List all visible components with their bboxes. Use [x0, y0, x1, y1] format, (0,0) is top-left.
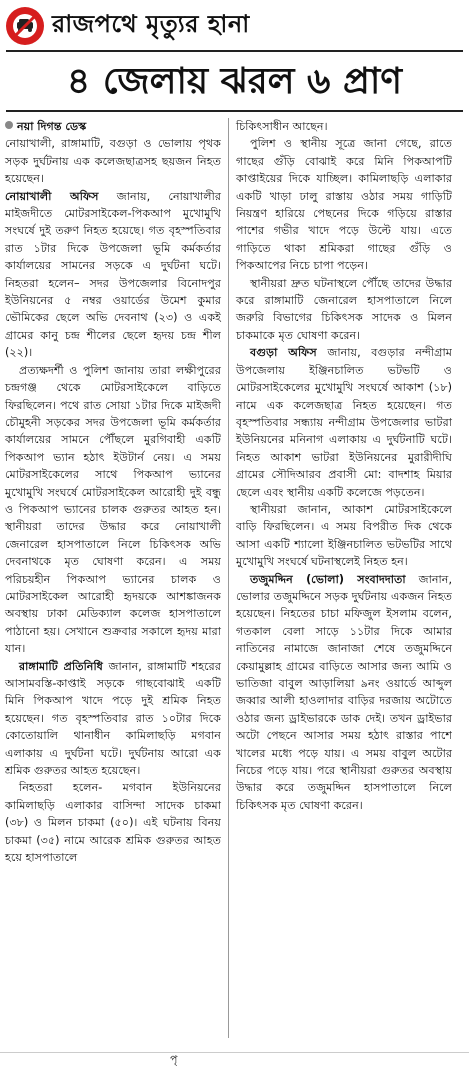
continued-paragraph: চিকিৎসাধীন আছেন। [236, 120, 328, 133]
intro-paragraph: নোয়াখালী, রাঙ্গামাটি, বগুড়া ও ভোলায় পৃথক সড়ক দুর্ঘটনায় এক কলেজছাত্রসহ ছয়জন নিহত হয়েছেন। [5, 137, 221, 186]
dateline-noakhali: নোয়াখালী অফিস [5, 189, 99, 203]
rangamati-paragraph-3: পুলিশ ও স্থানীয় সূত্রে জানা গেছে, রাতে গাছের গুঁড়ি বোঝাই করে মিনি পিকআপটি কাপ্তাইয়ের দিকে যাচ্ছিল। কামিলাছড়ি এলাকার একটি খাড়া ঢালু রাস্তায় ওঠার সময় গাড়িটি নিয়ন্ত্রণ হারিয়ে পেছনের দিকে গড়িয়ে রাস্তার পাশের গভীর খাদে পড়ে উল্টে যায়। এতে গাড়িতে থাকা শ্রমিকরা গাছের গুঁড়ি ও পিকআপের নিচে চাপা পড়েন। [236, 137, 452, 273]
dateline-bhola: তজুমদ্দিন (ভোলা) সংবাদদাতা [250, 572, 406, 586]
no-entry-car-icon [6, 7, 44, 45]
section-title: রাজপথে মৃত্যুর হানা [52, 10, 250, 38]
headline: ৪ জেলায় ঝরল ৬ প্রাণ [66, 61, 403, 102]
section-banner [6, 6, 446, 46]
bullet-icon [5, 121, 13, 129]
noakhali-paragraph-2: প্রত্যক্ষদর্শী ও পুলিশ জানায় তারা লক্ষীপুরের চন্দ্রগঞ্জ থেকে মোটরসাইকেলে বাড়িতে ফিরছিলেন। পথে রাত সোয়া ১টার দিকে মাইজদী চৌমুহনী সড়কের সদর উপজেলা ভূমি কর্মকর্তার কার্যালয়ের সামনে পৌঁছলে মুরগিবাহী একটি পিকআপ ভ্যান হঠাৎ ইউটার্ন নেয়। এ সময় মোটরসাইকেলের সাথে পিকআপ ভ্যানের মুখোমুখি সংঘর্ষে মোটরসাইকেল আরোহী দুই বন্ধু ও পিকআপ ভ্যানের চালক গুরুতর আহত হন। স্থানীয়রা তাদের উদ্ধার করে নোয়াখালী জেনারেল হাসপাতালে নিলে চিকিৎসক অভি দেবনাথকে মৃত ঘোষণা করেন। এ সময় পরিচয়হীন পিকআপ ভ্যানের চালক ও মোটরসাইকেল আরোহী হৃদয়কে আশঙ্কাজনক অবস্থায় ঢাকা মেডিক্যাল কলেজ হাসপাতালে পাঠানো হয়। সেখানে শুক্রবার সকালে হৃদয় মারা যান। [5, 363, 221, 656]
bogura-paragraph-2: স্থানীয়রা জানান, আকাশ মোটরসাইকেলে বাড়ি ফিরছিলেন। এ সময় বিপরীত দিক থেকে আসা একটি শ্যালো ইঞ্জিনচালিত ভটভটির সাথে মুখোমুখি সংঘর্ষে ঘটনাস্থলেই নিহত হন। [236, 502, 452, 569]
bogura-paragraph-1: বগুড়া অফিস জানায়, বগুড়ার নন্দীগ্রাম উপজেলায় ইঞ্জিনচালিত ভটভটি ও মোটরসাইকেলের মুখোমুখি সংঘর্ষে আকাশ (১৮) নামে এক কলেজছাত্র নিহত হয়েছেন। গত বৃহস্পতিবার সন্ধ্যায় নন্দীগ্রাম উপজেলার ভাটরা ইউনিয়নের মনিনাগ এলাকায় এ দুর্ঘটনাটি ঘটে। নিহত আকাশ ভাটরা ইউনিয়নের মুরারীদীঘি গ্রামের সৌদিআরব প্রবাসী মো: বাদশাহ মিয়ার ছেলে এবং স্থানীয় একটি কলেজে পড়তেন। [236, 346, 452, 499]
headline-rule [6, 110, 463, 112]
banner-rule [6, 50, 463, 52]
dateline-bogura: বগুড়া অফিস [250, 346, 317, 360]
dateline-rangamati: রাঙ্গামাটি প্রতিনিধি [19, 659, 103, 673]
left-column [5, 118, 221, 866]
next-article-cutoff [0, 1052, 469, 1066]
rangamati-paragraph-4: স্থানীয়রা দ্রুত ঘটনাস্থলে পৌঁছে তাদের উদ্ধার করে রাঙ্গামাটি জেনারেল হাসপাতালে নিলে জরুরি বিভাগের চিকিৎসক সাদেক ও মিলন চাকমাকে মৃত ঘোষণা করেন। [236, 276, 452, 342]
byline: নয়া দিগন্ত ডেস্ক [5, 118, 221, 135]
right-column [236, 118, 452, 814]
footer-fragment: পৃ [170, 1053, 178, 1066]
column-divider [228, 118, 229, 1038]
rangamati-paragraph-2: নিহতরা হলেন- মগবান ইউনিয়নের কামিলাছড়ি এলাকার বাসিন্দা সাদেক চাকমা (৩৮) ও মিলন চাকমা (৫০)। এই ঘটনায় বিনয় চাকমা (৩৫) নামে আরেক শ্রমিক গুরুতর আহত হয়ে হাসপাতালে [5, 781, 221, 865]
rangamati-paragraph-1: রাঙ্গামাটি প্রতিনিধি জানান, রাঙ্গামাটি শহরের আসামবস্তি-কাপ্তাই সড়কে গাছবোঝাই একটি মিনি পিকআপ খাদে পড়ে দুই শ্রমিক নিহত হয়েছেন। গত বৃহস্পতিবার রাত ১০টার দিকে কোতোয়ালি থানাধীন কামিলাছড়ি মগবান এলাকায় এ দুর্ঘটনা ঘটে। দুর্ঘটনায় আরো এক শ্রমিক গুরুতর আহত হয়েছেন। [5, 659, 221, 778]
noakhali-paragraph-1: নোয়াখালী অফিস জানায়, নোয়াখালীর মাইজদীতে মোটরসাইকেল-পিকআপ মুখোমুখি সংঘর্ষে দুই তরুণ নিহত হয়েছে। গত বৃহস্পতিবার রাত ১টার দিকে উপজেলা ভূমি কর্মকর্তার কার্যালয়ের সামনের সড়কে এ দুর্ঘটনা ঘটে। নিহতরা হলেন– সদর উপজেলার বিনোদপুর ইউনিয়নের ৫ নম্বর ওয়ার্ডের উমেশ কুমার ভৌমিকের ছেলে অভি দেবনাথ (২৩) ও একই গ্রামের কানু চন্দ্র শীলের ছেলে হৃদয় চন্দ্র শীল (২২)। [5, 189, 221, 360]
bhola-paragraph-1: তজুমদ্দিন (ভোলা) সংবাদদাতা জানান, ভোলার তজুমদ্দিনে সড়ক দুর্ঘটনায় একজন নিহত হয়েছেন। নিহতের চাচা মফিজুল ইসলাম বলেন, গতকাল বেলা সাড়ে ১১টার দিকে আমার নাতিনের নামাজে জানাজা শেষে তজুমদ্দিনে কেয়ামুল্লাহ গ্রামের বাড়িতে আসার জন্য আমি ও ভাতিজা বাবুল আড়ালিয়া ৯নং ওয়ার্ডে আব্দুল জব্বার আলী হাওলাদার বাড়ির দরজায় অটোতে ওঠার জন্য ড্রাইভারকে ডাক দেই। তখন ড্রাইভার অটো পেছনে আসার সময় হঠাৎ রাস্তার পাশে খালের মধ্যে পড়ে যায়। এ সময় বাবুল অটোর নিচের পড়ে যায়। পরে স্থানীয়রা গুরুতর অবস্থায় উদ্ধার করে তজুমদ্দিন হাসপাতালে নিলে চিকিৎসক মৃত ঘোষণা করেন। [236, 572, 452, 812]
